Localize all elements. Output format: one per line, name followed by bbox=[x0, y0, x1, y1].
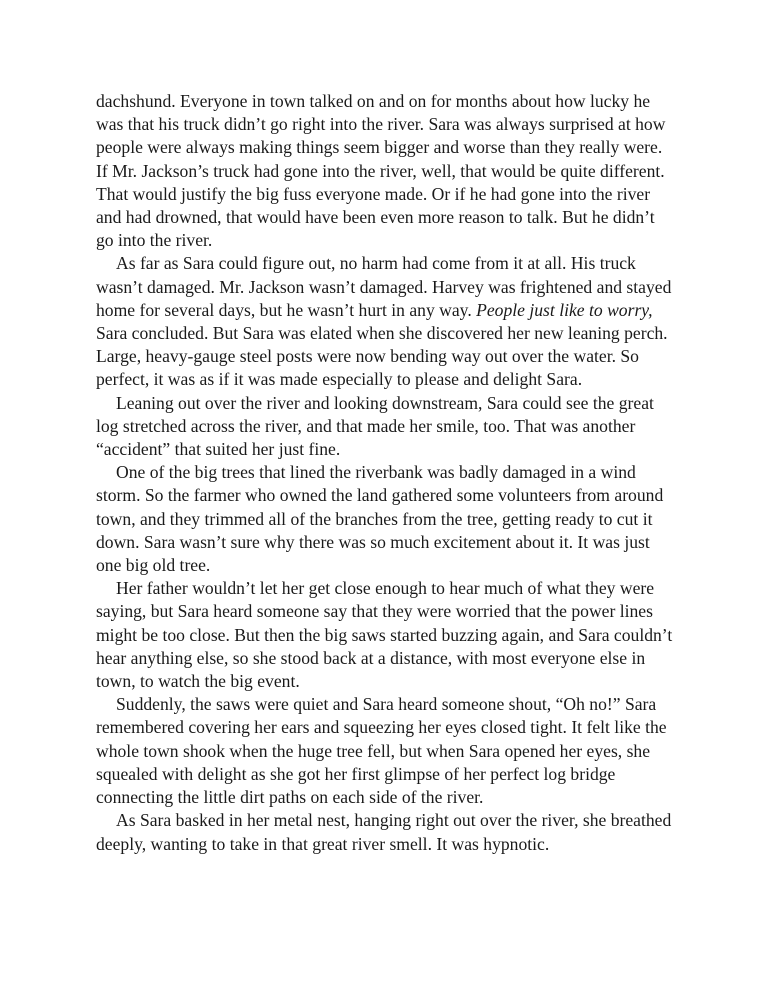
paragraph-6-text: Suddenly, the saws were quiet and Sara heard someone shout, “Oh no!” Sara remembered covering her ears and squeezing her eyes closed tight. It felt like the whole town shook when the huge tree fell, but when Sara opened her eyes, she squealed with delight as she got her first glimpse of her perfect log bridge connecting the little dirt paths on each side of the river. bbox=[96, 694, 667, 808]
paragraph-7 bbox=[96, 809, 676, 855]
paragraph-6 bbox=[96, 693, 676, 809]
paragraph-5-text: Her father wouldn’t let her get close enough to hear much of what they were saying, but Sara heard someone say that they were worried that the power lines might be too close. But then the big saws started buzzing again, and Sara couldn’t hear anything else, so she stood back at a distance, with most everyone else in town, to watch the big event. bbox=[96, 578, 673, 692]
paragraph-1 bbox=[96, 90, 676, 252]
paragraph-3-text: Leaning out over the river and looking downstream, Sara could see the great log stretched across the river, and that made her smile, too. That was another “accident” that suited her just fine. bbox=[96, 392, 654, 460]
paragraph-2-text-b: Sara concluded. But Sara was elated when she discovered her new leaning perch. Large, heavy-gauge steel posts were now bending way out over the water. So perfect, it was as if it was made especially to please and delight Sara. bbox=[96, 323, 668, 390]
paragraph-2-text-a: As far as Sara could figure out, no harm had come from it at all. His truck wasn’t damaged. Mr. Jackson wasn’t damaged. Harvey was frightened and stayed home for several days, but he wasn’t hurt in any way. bbox=[96, 253, 672, 320]
paragraph-4-text: One of the big trees that lined the riverbank was badly damaged in a wind storm. So the farmer who owned the land gathered some volunteers from around town, and they trimmed all of the branches from the tree, getting ready to cut it down. Sara wasn’t sure why there was so much excitement about it. It was just one big old tree. bbox=[96, 462, 664, 576]
paragraph-2 bbox=[96, 252, 676, 391]
paragraph-5 bbox=[96, 577, 676, 693]
paragraph-3 bbox=[96, 392, 676, 462]
paragraph-7-text: As Sara basked in her metal nest, hanging right out over the river, she breathed deeply, wanting to take in that great river smell. It was hypnotic. bbox=[96, 810, 672, 854]
page-body bbox=[96, 90, 676, 856]
paragraph-1-text: dachshund. Everyone in town talked on and on for months about how lucky he was that his truck didn’t go right into the river. Sara was always surprised at how people were always making things seem bigger and worse than they really were. If Mr. Jackson’s truck had gone into the river, well, that would be quite different. That would justify the big fuss everyone made. Or if he had gone into the river and had drowned, that would have been even more reason to talk. But he didn’t go into the river. bbox=[96, 91, 666, 251]
paragraph-2-italic-text: People just like to worry, bbox=[476, 299, 653, 320]
paragraph-4 bbox=[96, 461, 676, 577]
